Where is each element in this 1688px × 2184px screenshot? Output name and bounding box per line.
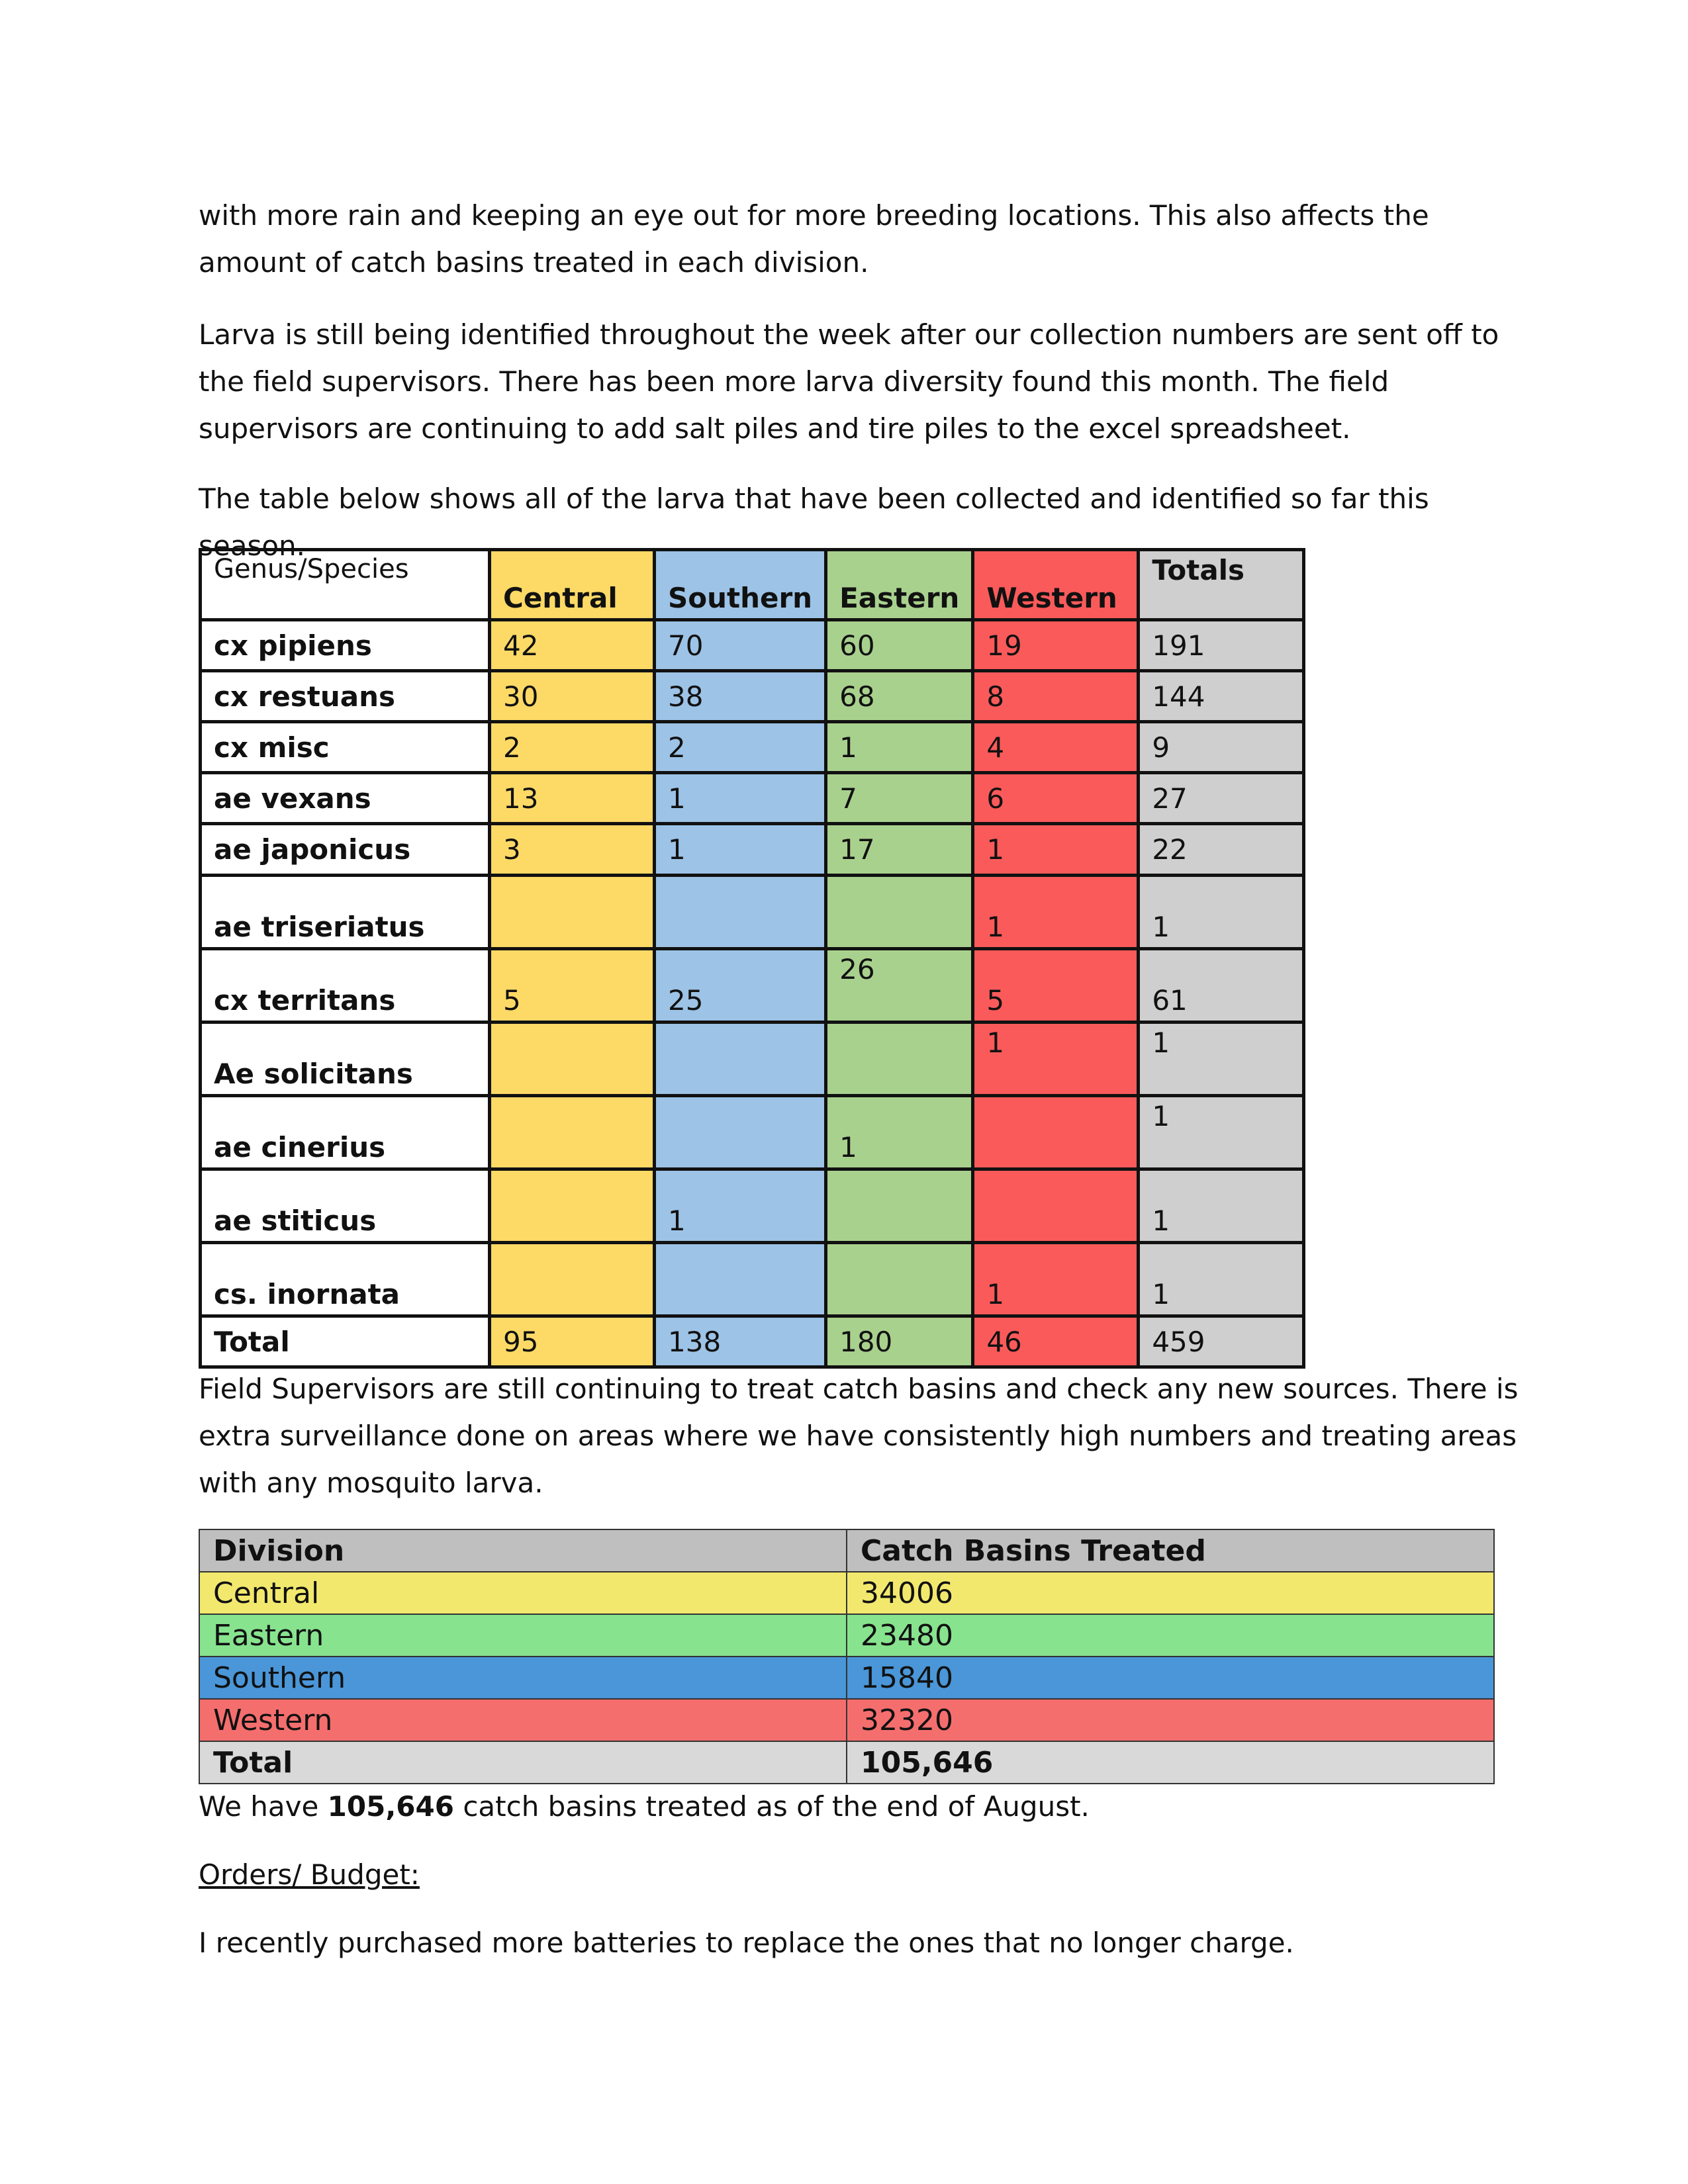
cell-western: 19 [973,620,1139,671]
total-eastern: 180 [826,1316,973,1367]
total-label: Total [199,1741,847,1784]
summary-total-basins: 105,646 [327,1790,454,1823]
paragraph-rain [199,192,1523,286]
larva-table [199,548,1305,1369]
paragraph-batteries [199,1919,1523,1966]
cell-eastern: 17 [826,824,973,876]
paragraph-line: with more rain and keeping an eye out for more breeding locations. This also affects the [199,199,1429,232]
table-row [201,1096,1304,1169]
section-heading-orders-budget [199,1851,1523,1898]
cell-totals: 22 [1139,824,1304,876]
species-name: ae cinerius [201,1096,490,1169]
basins-treated-value: 15840 [847,1657,1494,1699]
cell-totals: 1 [1139,876,1304,949]
cell-central [490,1023,655,1096]
paragraph-line: Field Supervisors are still continuing to treat catch basins and check any new sources. There is [199,1373,1519,1405]
division-name: Central [199,1572,847,1614]
cell-central: 13 [490,773,655,824]
cell-western: 1 [973,1243,1139,1316]
table-row [201,1023,1304,1096]
paragraph-line: supervisors are continuing to add salt piles and tire piles to the excel spreadsheet. [199,412,1351,445]
cell-western: 1 [973,876,1139,949]
cell-central: 30 [490,671,655,722]
species-name: cx restuans [201,671,490,722]
cell-central: 3 [490,824,655,876]
paragraph-line: I recently purchased more batteries to replace the ones that no longer charge. [199,1927,1294,1959]
cell-southern [655,1023,826,1096]
total-value: 105,646 [847,1741,1494,1784]
header-totals: Totals [1139,550,1304,620]
division-name: Southern [199,1657,847,1699]
larva-header-row [201,550,1304,620]
cell-western: 6 [973,773,1139,824]
table-row [201,1169,1304,1243]
catch-basins-table [199,1529,1495,1784]
species-name: cs. inornata [201,1243,490,1316]
header-catch-basins-treated: Catch Basins Treated [847,1529,1494,1572]
paragraph-summary [199,1783,1523,1830]
cell-eastern [826,876,973,949]
summary-suffix: catch basins treated as of the end of August. [453,1790,1090,1823]
heading-text: Orders/ Budget: [199,1858,420,1891]
species-name: cx misc [201,722,490,773]
larva-total-row [201,1316,1304,1367]
species-name: cx pipiens [201,620,490,671]
basins-treated-value: 23480 [847,1614,1494,1657]
cell-eastern: 68 [826,671,973,722]
division-name: Eastern [199,1614,847,1657]
division-name: Western [199,1699,847,1741]
header-western: Western [973,550,1139,620]
cell-eastern [826,1169,973,1243]
species-name: ae stiticus [201,1169,490,1243]
cell-western: 5 [973,949,1139,1023]
species-name: ae japonicus [201,824,490,876]
basins-total-row [199,1741,1494,1784]
table-row [201,949,1304,1023]
cell-southern [655,1243,826,1316]
header-eastern: Eastern [826,550,973,620]
cell-totals: 1 [1139,1023,1304,1096]
cell-western: 8 [973,671,1139,722]
cell-central: 2 [490,722,655,773]
table-row [201,620,1304,671]
cell-central: 42 [490,620,655,671]
table-row [199,1657,1494,1699]
header-central: Central [490,550,655,620]
table-row [201,1243,1304,1316]
cell-southern: 1 [655,824,826,876]
paragraph-larva-identification [199,311,1523,452]
cell-eastern [826,1023,973,1096]
table-row [199,1572,1494,1614]
cell-southern: 1 [655,1169,826,1243]
paragraph-line: amount of catch basins treated in each division. [199,246,869,279]
cell-southern: 2 [655,722,826,773]
table-row [201,671,1304,722]
table-row [201,876,1304,949]
cell-western: 1 [973,824,1139,876]
basins-treated-value: 34006 [847,1572,1494,1614]
cell-western: 4 [973,722,1139,773]
cell-southern: 1 [655,773,826,824]
cell-eastern: 26 [826,949,973,1023]
cell-eastern: 7 [826,773,973,824]
cell-central [490,1096,655,1169]
header-division: Division [199,1529,847,1572]
table-row [201,773,1304,824]
cell-totals: 1 [1139,1096,1304,1169]
cell-totals: 1 [1139,1169,1304,1243]
cell-totals: 191 [1139,620,1304,671]
cell-central [490,1243,655,1316]
table-row [201,722,1304,773]
cell-southern: 25 [655,949,826,1023]
paragraph-line: with any mosquito larva. [199,1467,543,1499]
total-western: 46 [973,1316,1139,1367]
cell-eastern: 1 [826,722,973,773]
header-southern: Southern [655,550,826,620]
total-central: 95 [490,1316,655,1367]
table-row [199,1614,1494,1657]
cell-southern: 38 [655,671,826,722]
cell-eastern: 1 [826,1096,973,1169]
total-southern: 138 [655,1316,826,1367]
header-genus-species: Genus/Species [201,550,490,620]
total-totals: 459 [1139,1316,1304,1367]
basins-treated-value: 32320 [847,1699,1494,1741]
species-name: Ae solicitans [201,1023,490,1096]
paragraph-line: the field supervisors. There has been more larva diversity found this month. The field [199,365,1389,398]
cell-totals: 9 [1139,722,1304,773]
paragraph-line: The table below shows all of the larva that have been collected and identified so far this season. [199,482,1429,562]
basins-header-row [199,1529,1494,1572]
cell-eastern: 60 [826,620,973,671]
cell-totals: 144 [1139,671,1304,722]
cell-eastern [826,1243,973,1316]
table-row [201,824,1304,876]
cell-totals: 61 [1139,949,1304,1023]
cell-western: 1 [973,1023,1139,1096]
cell-southern [655,876,826,949]
cell-central [490,1169,655,1243]
cell-southern: 70 [655,620,826,671]
cell-central [490,876,655,949]
cell-totals: 1 [1139,1243,1304,1316]
species-name: ae vexans [201,773,490,824]
paragraph-line: extra surveillance done on areas where we have consistently high numbers and treating areas [199,1420,1517,1452]
species-name: cx territans [201,949,490,1023]
table-row [199,1699,1494,1741]
cell-western [973,1169,1139,1243]
species-name: ae triseriatus [201,876,490,949]
total-label: Total [201,1316,490,1367]
summary-prefix: We have [199,1790,328,1823]
paragraph-line: Larva is still being identified throughout the week after our collection numbers are sent off to [199,318,1499,351]
cell-totals: 27 [1139,773,1304,824]
cell-southern [655,1096,826,1169]
paragraph-field-supervisors [199,1365,1523,1506]
cell-central: 5 [490,949,655,1023]
cell-western [973,1096,1139,1169]
